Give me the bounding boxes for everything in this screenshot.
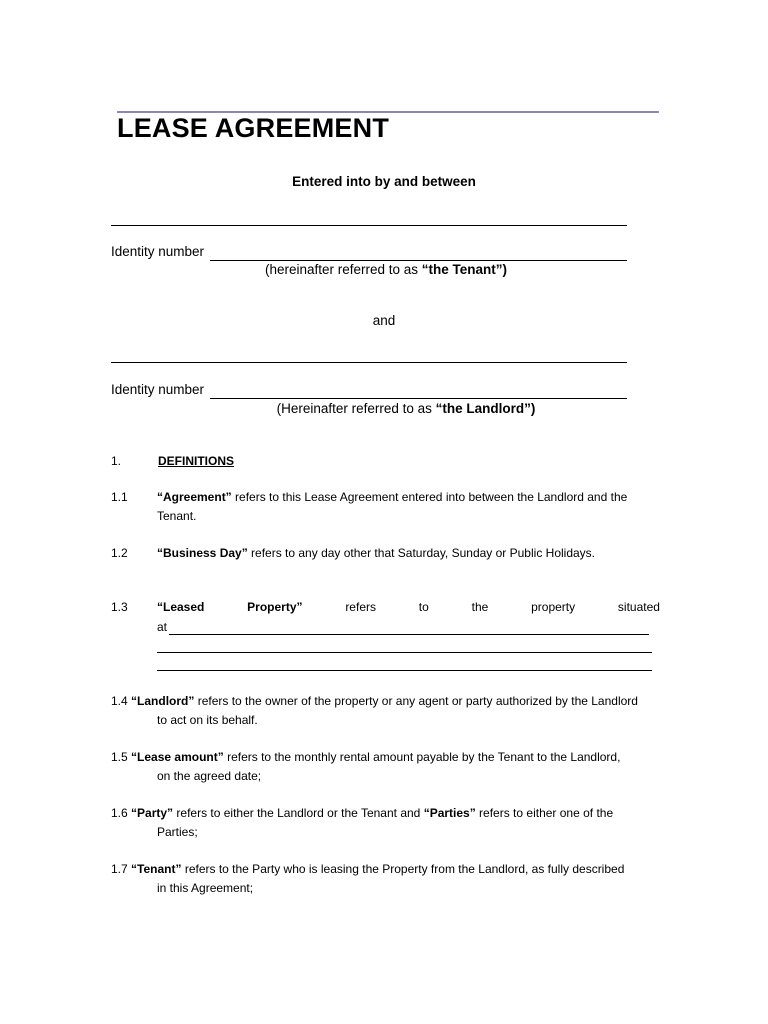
clause-text: refers to the monthly rental amount payable by the Tenant to the Landlord, [223, 750, 621, 764]
clause-text: refers to this Lease Agreement entered into between the Landlord and the [231, 490, 628, 504]
party1-referral [2, 262, 768, 277]
party1-referral-term: “the Tenant”) [421, 262, 508, 277]
party2-name-line [111, 362, 627, 363]
clause-text: refers to either the Landlord or the Tenant and [173, 806, 424, 820]
party2-referral-prefix: (Hereinafter referred to as [276, 401, 436, 416]
clause-1-5 [111, 748, 659, 786]
clause-word: the [471, 600, 489, 614]
clause-text: refers to the owner of the property or any agent or party authorized by the Landlord [194, 694, 638, 708]
clause-text-continued: on the agreed date; [157, 769, 262, 783]
clause-number: 1.1 [111, 490, 128, 504]
section-heading: DEFINITIONS [158, 454, 235, 468]
clause-number: 1.4 [111, 694, 128, 708]
and-text: and [372, 313, 396, 328]
clause-term: “Agreement” [157, 490, 232, 504]
clause-text-continued: Parties; [157, 825, 198, 839]
clause-text: refers to either one of the [475, 806, 614, 820]
party1-id-line [210, 260, 627, 261]
party1-name-line [111, 225, 627, 226]
clause-text: refers to any day other that Saturday, Sunday or Public Holidays. [247, 546, 595, 560]
clause-text-continued: Tenant. [157, 509, 197, 523]
clause-1-7 [111, 860, 659, 898]
party2-id-label: Identity number [111, 382, 205, 397]
clause-1-3-line [157, 598, 660, 617]
clause-term: “Lease amount” [131, 750, 224, 764]
clause-word: refers [345, 600, 376, 614]
clause-term-word: Property” [247, 600, 303, 614]
document-title: LEASE AGREEMENT [117, 113, 390, 143]
clause-term: “Business Day” [157, 546, 248, 560]
clause-term-secondary: “Parties” [423, 806, 476, 820]
clause-number: 1.3 [111, 600, 128, 614]
address-line-2 [157, 652, 652, 653]
party2-referral-term: “the Landlord”) [435, 401, 536, 416]
clause-1-4 [111, 692, 659, 730]
party1-id-label: Identity number [111, 244, 205, 259]
clause-word: situated [617, 600, 660, 614]
clause-1-6 [111, 804, 659, 842]
clause-text-continued: to act on its behalf. [157, 713, 258, 727]
party2-referral [22, 401, 768, 416]
clause-1-1 [157, 488, 657, 526]
clause-number: 1.5 [111, 750, 128, 764]
party1-referral-prefix: (hereinafter referred to as [264, 262, 422, 277]
address-line-3 [157, 670, 652, 671]
clause-term: “Tenant” [131, 862, 182, 876]
clause-1-3 [157, 598, 660, 617]
clause-number: 1.7 [111, 862, 128, 876]
clause-word: to [418, 600, 429, 614]
clause-term: “Landlord” [131, 694, 195, 708]
clause-term-word: “Leased [157, 600, 205, 614]
clause-number: 1.2 [111, 546, 128, 560]
clause-term: “Party” [131, 806, 174, 820]
intro-text: Entered into by and between [292, 174, 476, 189]
clause-text: refers to the Party who is leasing the Property from the Landlord, as fully described [181, 862, 625, 876]
party2-id-line [210, 398, 627, 399]
address-line-1 [169, 634, 649, 635]
section-number: 1. [111, 454, 122, 468]
clause-1-2 [157, 544, 657, 563]
clause-text-continued: in this Agreement; [157, 881, 254, 895]
clause-1-3-at-label: at [157, 620, 168, 634]
clause-word: property [531, 600, 576, 614]
clause-number: 1.6 [111, 806, 128, 820]
